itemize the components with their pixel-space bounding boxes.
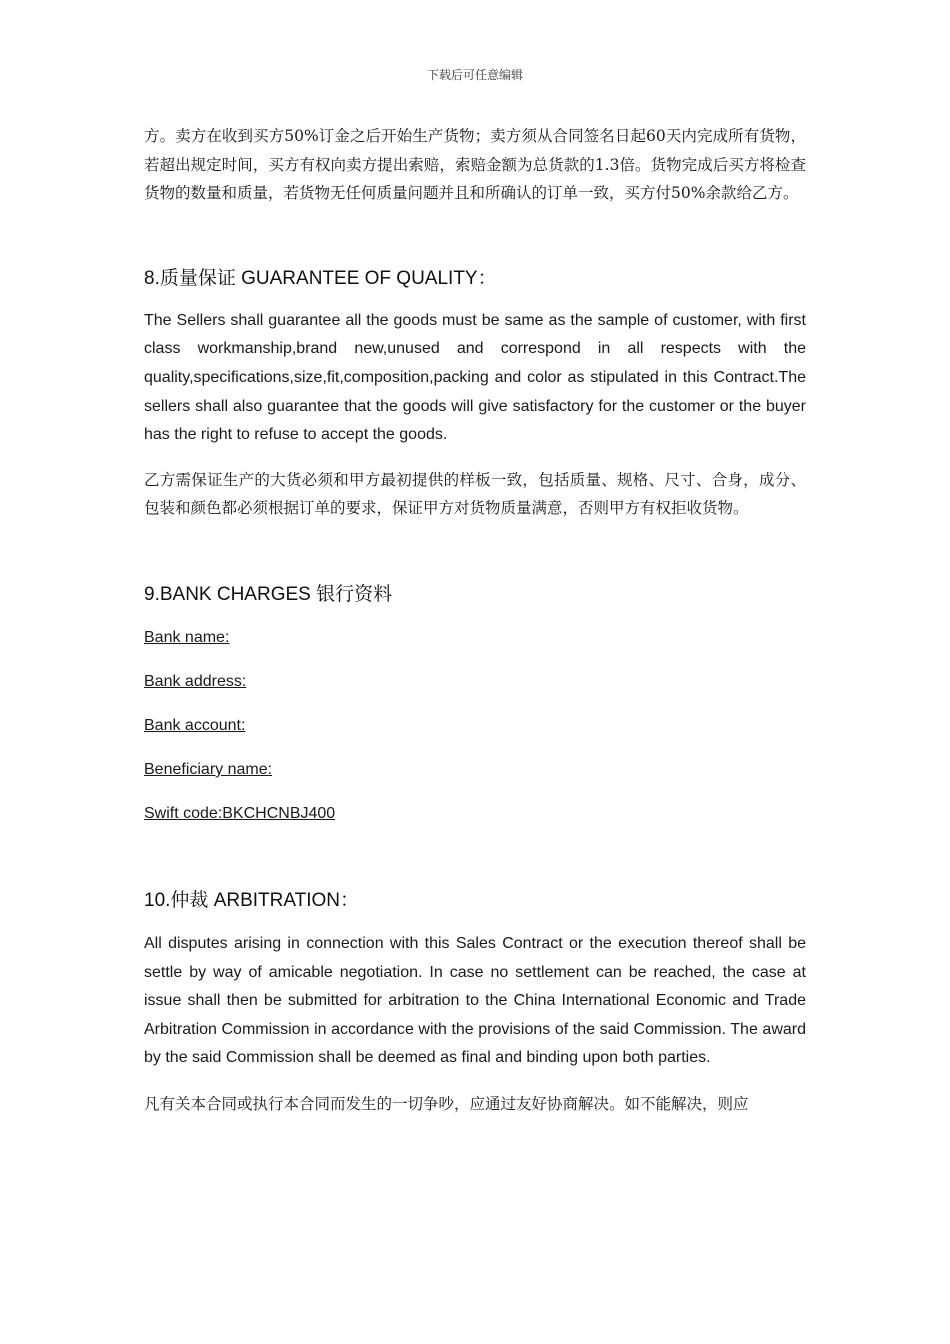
payment-terms-cn: 方。卖方在收到买方50%订金之后开始生产货物；卖方须从合同签名日起60天内完成所有货物，若超出规定时间，买方有权向卖方提出索赔，索赔金额为总货款的1.3倍。货物完成后买方将检查货物的数量和质量，若货物无任何质量问题并且和所确认的订单一致，买方付50%余款给乙方。 — [144, 127, 806, 203]
bank-address-field[interactable]: Bank address: — [144, 672, 247, 690]
bank-name-field[interactable]: Bank name: — [144, 628, 230, 646]
section-9-heading: 9.BANK CHARGES 银行资料 — [144, 583, 393, 605]
section-8-heading: 8.质量保证 GUARANTEE OF QUALITY： — [144, 267, 497, 289]
document-body — [144, 122, 806, 1119]
bank-account-field[interactable]: Bank account: — [144, 716, 246, 734]
section-10-heading: 10.仲裁 ARBITRATION： — [144, 889, 360, 911]
arbitration-cn: 凡有关本合同或执行本合同而发生的一切争吵，应通过友好协商解决。如不能解决，则应 — [144, 1094, 749, 1113]
beneficiary-name-field[interactable]: Beneficiary name: — [144, 760, 273, 778]
arbitration-en: All disputes arising in connection with this Sales Contract or the execution thereof shall be settle by way of amicable negotiation. In case no settlement can be reached, the case at issue shall then be submitted for arbitration to the China International Economic and Trade Arbitration Commission in accordance with the provisions of the said Commission. The award by the said Commission shall be deemed as final and binding upon both parties. — [144, 934, 806, 1067]
quality-guarantee-cn: 乙方需保证生产的大货必须和甲方最初提供的样板一致，包括质量、规格、尺寸、合身，成分、包装和颜色都必须根据订单的要求，保证甲方对货物质量满意，否则甲方有权拒收货物。 — [144, 470, 806, 518]
swift-code-field[interactable]: Swift code:BKCHCNBJ400 — [144, 804, 336, 822]
quality-guarantee-en: The Sellers shall guarantee all the goods must be same as the sample of customer, with first class workmanship,brand new,unused and correspond in all respects with the quality,specifications,size,fit,composition,packing and color as stipulated in this Contract.The sellers shall also guarantee that the goods will give satisfactory for the customer or the buyer has the right to refuse to accept the goods. — [144, 311, 806, 444]
bank-details — [144, 627, 806, 825]
page-header: 下载后可任意编辑 — [426, 68, 523, 82]
